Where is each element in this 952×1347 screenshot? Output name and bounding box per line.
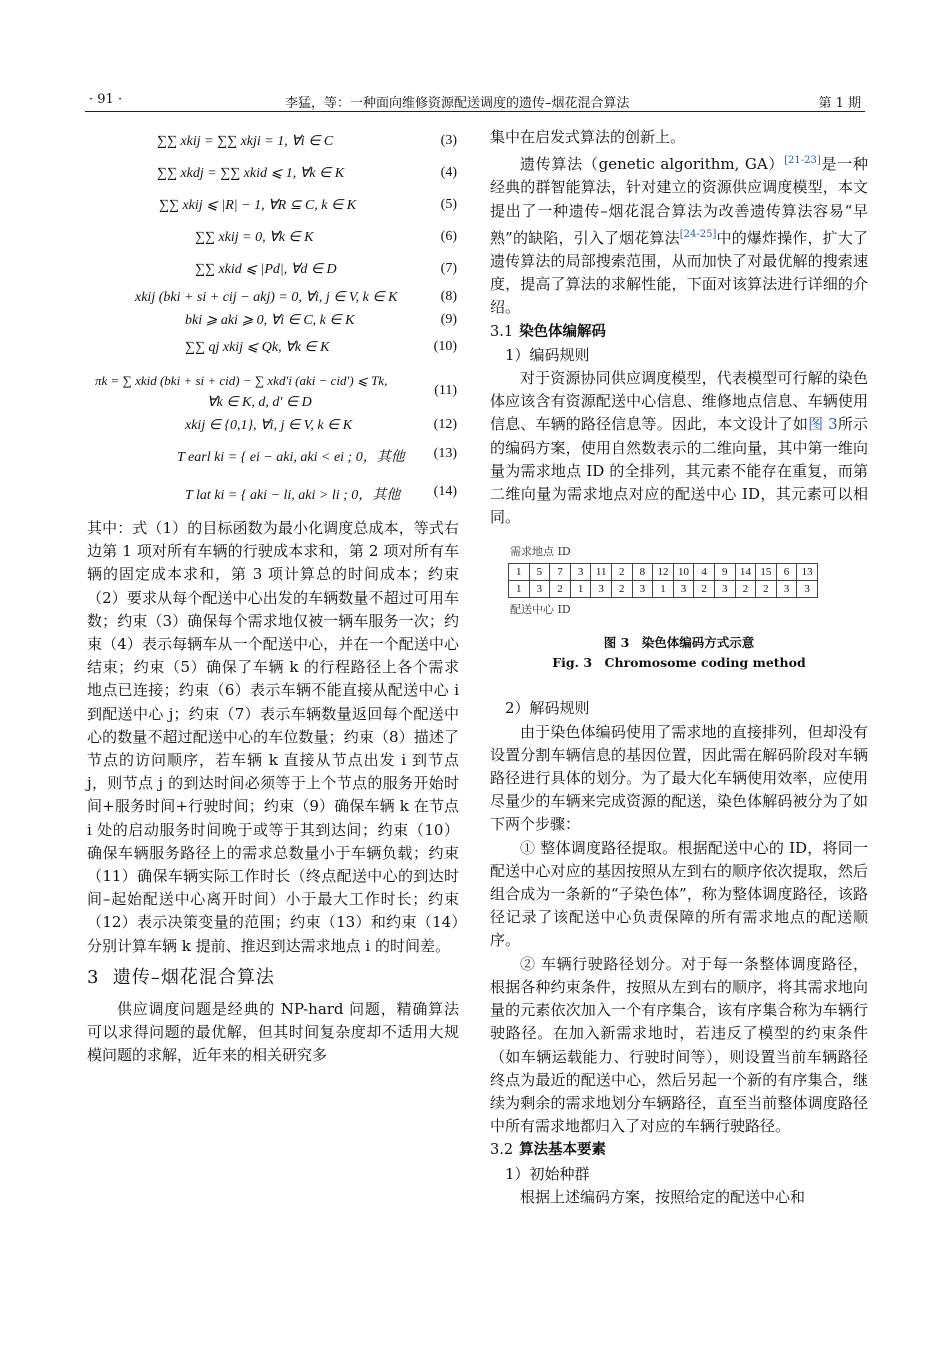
gene-cell: 3 <box>797 581 818 598</box>
running-header <box>85 88 865 112</box>
gene-cell: 1 <box>509 564 530 581</box>
equation-block <box>87 126 459 517</box>
constraint-explanation: 其中：式（1）的目标函数为最小化调度总成本，等式右边第 1 项对所有车辆的行驶成本求和，第 2 项对所有车辆的固定成本求和，第 3 项计算总的时间成本；约束（2）要求从每个配送中心出发的车辆数量不超过可用车数；约束（3）确保每个需求地仅被一辆车服务一次；约束（4）表示每辆车从一个配送中心，并在一个配送中心结束；约束（5）确保了车辆 k 的行程路径上各个需求地点已连接；约束（6）表示车辆不能直接从配送中心 i 到配送中心 j；约束（7）表示车辆数量返回每个配送中心的数量不超过配送中心的车位数量；约束（8）描述了节点的访问顺序，若车辆 k 直接从节点出发 i 到节点 j，则节点 j 的到达时间必须等于上个节点的服务开始时间+服务时间+行驶时间；约束（9）确保车辆 k 在节点 i 处的启动服务时间晚于或等于其到达间；约束（10）确保车辆服务路径上的需求总数量小于车辆负载；约束（11）确保车辆实际工作时长（终点配送中心的到达时间–起始配送中心离开时间）小于最大工作时长；约束（12）表示决策变量的范围；约束（13）和约束（14）分别计算车辆 k 提前、推迟到达需求地点 i 的时间差。 <box>87 519 459 955</box>
subsection-title: 算法基本要素 <box>519 1141 607 1159</box>
gene-cell: 13 <box>797 564 818 581</box>
equation-number: (10) <box>433 339 457 354</box>
equation-9 <box>87 309 459 332</box>
gene-cell: 10 <box>673 564 694 581</box>
gene-cell: 15 <box>756 564 777 581</box>
issue-number: 第 1 期 <box>818 96 861 111</box>
equation-number: (12) <box>433 417 457 432</box>
equation-number: (9) <box>440 312 457 327</box>
paragraph: 根据上述编码方案，按照给定的配送中心和 <box>520 1187 806 1206</box>
gene-cell: 3 <box>529 581 550 598</box>
gene-cell: 4 <box>694 564 715 581</box>
equation-3 <box>87 126 459 158</box>
paragraph: 集中在启发式算法的创新上。 <box>490 128 686 146</box>
paragraph: 由于染色体编码使用了需求地的直接排列，但却没有设置分割车辆信息的基因位置，因此需在解码阶段对车辆路径进行具体的划分。为了最大化车辆使用效率，应使用尽量少的车辆来完成资源的配送，染色体解码被分为了如下两个步骤： <box>490 722 868 834</box>
rule-heading: 2）解码规则 <box>505 699 590 718</box>
text-run: 遗传算法（genetic algorithm, GA） <box>520 155 785 174</box>
citation-link[interactable]: [24-25] <box>679 228 717 240</box>
gene-cell: 3 <box>632 581 653 598</box>
equation-number: (14) <box>433 484 457 499</box>
section-title: 遗传–烟花混合算法 <box>112 966 275 988</box>
text-run: 所示的编码方案，使用自然数表示的二维向量，其中第一维向量为需求地点 ID 的全排列，其元素不能存在重复，而第二维向量为需求地点对应的配送中心 ID，其元素可以相同。 <box>490 415 868 527</box>
equation-formula: xkij (bki + si + cij − akj) = 0, ∀i, j ∈ V, k ∈ K <box>135 290 398 305</box>
equation-number: (3) <box>440 133 457 148</box>
equation-7 <box>87 254 459 286</box>
paragraph-ga <box>490 149 868 319</box>
equation-number: (4) <box>440 165 457 180</box>
gene-cell: 3 <box>570 564 591 581</box>
text-run: 对于资源协同供应调度模型，代表模型可行解的染色体应该含有资源配送中心信息、维修地点信息、车辆使用信息、车辆的路径信息等。因此，本文设计了如 <box>490 369 868 434</box>
gene-cell: 3 <box>673 581 694 598</box>
subsection-heading-3-1 <box>490 320 868 344</box>
equation-number: (11) <box>434 383 457 398</box>
gene-cell: 5 <box>529 564 550 581</box>
gene-cell: 2 <box>735 581 756 598</box>
gene-cell: 1 <box>570 581 591 598</box>
left-column <box>87 126 459 1067</box>
equation-number: (5) <box>440 197 457 212</box>
gene-cell: 6 <box>776 564 797 581</box>
chromosome-table <box>508 563 818 598</box>
gene-cell: 1 <box>509 581 530 598</box>
equation-6 <box>87 222 459 254</box>
gene-cell: 11 <box>591 564 612 581</box>
gene-cell: 2 <box>550 581 571 598</box>
gene-cell: 3 <box>714 581 735 598</box>
equation-formula: bki ⩾ aki ⩾ 0, ∀i ∈ C, k ∈ K <box>185 313 355 328</box>
subsection-title: 染色体编解码 <box>519 322 607 340</box>
subsection-number: 3.2 <box>490 1142 514 1159</box>
text-run: 中的爆炸操作，扩大了遗传算法的局部搜索范围，从而加快了对最优解的搜索速度，提高了算法的求解性能，下面对该算法进行详细的介绍。 <box>490 228 868 317</box>
equation-13 <box>87 437 459 475</box>
paragraph: ① 整体调度路径提取。根据配送中心的 ID，将同一配送中心对应的基因按照从左到右的顺序依次提取，然后组合成为一条新的“子染色体”，称为整体调度路径，该路径记录了该配送中心负责保障的所有需求地点的配送顺序。 <box>490 838 868 950</box>
gene-cell: 12 <box>653 564 674 581</box>
equation-formula: ∑∑ xkdj = ∑∑ xkid ⩽ 1, ∀k ∈ K <box>157 166 345 181</box>
equation-8 <box>87 286 459 309</box>
equation-formula: ∑∑ xkij = ∑∑ xkji = 1, ∀i ∈ C <box>157 134 334 149</box>
rule-heading: 1）初始种群 <box>505 1164 590 1183</box>
gene-cell: 8 <box>632 564 653 581</box>
paragraph: ② 车辆行驶路径划分。对于每一条整体调度路径，根据各种约束条件，按照从左到右的顺序，将其需求地向量的元素依次加入一个有序集合，该有序集合称为车辆行驶路径。在加入新需求地时，若违反了模型的约束条件（如车辆运载能力、行驶时间等），则设置当前车辆路径终点为最近的配送中心，然后另起一个新的有序集合，继续为剩余的需求地划分车辆路径，直至当前整体调度路径中所有需求地都归入了对应的车辆行驶路径。 <box>490 954 868 1136</box>
equation-14 <box>87 475 459 517</box>
figure-caption-en: Fig. 3 Chromosome coding method <box>552 655 806 671</box>
equation-12 <box>87 414 459 437</box>
gene-cell: 2 <box>694 581 715 598</box>
equation-number: (7) <box>440 261 457 276</box>
gene-cell: 2 <box>611 564 632 581</box>
figure-top-label: 需求地点 ID <box>510 545 571 559</box>
gene-cell: 3 <box>591 581 612 598</box>
center-id-row <box>509 581 818 598</box>
right-column <box>490 126 868 1209</box>
equation-formula-cont: ∀k ∈ K, d, d′ ∈ D <box>207 395 312 410</box>
citation-link[interactable]: [21-23] <box>784 155 821 167</box>
figure-bottom-label: 配送中心 ID <box>510 603 571 617</box>
figure-link[interactable]: 图 3 <box>808 415 838 434</box>
section-heading-3 <box>87 966 459 990</box>
gene-cell: 3 <box>776 581 797 598</box>
subsection-heading-3-2 <box>490 1138 868 1162</box>
equation-formula: ∑∑ xkij = 0, ∀k ∈ K <box>195 230 314 245</box>
text-run: 是一种经典的群智能算法，针对建立的资源供应调度模型，本文提出了一种遗传–烟花混合算法为改善遗传算法容易“早熟”的缺陷，引入了烟花算法 <box>490 155 868 247</box>
equation-number: (6) <box>440 229 457 244</box>
equation-formula: ∑∑ qj xkij ⩽ Qk, ∀k ∈ K <box>185 340 330 355</box>
equation-number: (8) <box>440 289 457 304</box>
figure-caption-cn: 图 3 染色体编码方式示意 <box>603 635 755 651</box>
gene-cell: 7 <box>550 564 571 581</box>
gene-cell: 1 <box>653 581 674 598</box>
equation-formula: xkij ∈ {0,1}, ∀i, j ∈ V, k ∈ K <box>185 418 353 433</box>
figure-3 <box>490 533 868 693</box>
gene-cell: 9 <box>714 564 735 581</box>
equation-formula: T lat ki = { aki − li, aki > li ; 0，其他 <box>185 488 401 503</box>
equation-number: (13) <box>433 446 457 461</box>
rule-heading: 1）编码规则 <box>505 345 590 364</box>
gene-cell: 2 <box>611 581 632 598</box>
equation-4 <box>87 158 459 190</box>
equation-formula: πk = ∑ xkid (bki + si + cid) − ∑ xkd′i (aki − cid′) ⩽ Tk, <box>95 373 388 388</box>
gene-cell: 2 <box>756 581 777 598</box>
equation-11 <box>87 364 459 414</box>
paragraph-encoding <box>490 367 868 529</box>
demand-id-row <box>509 564 818 581</box>
subsection-number: 3.1 <box>490 323 514 340</box>
page-number: · 91 · <box>89 92 123 107</box>
paragraph: 供应调度问题是经典的 NP-hard 问题，精确算法可以求得问题的最优解，但其时间复杂度却不适用大规模问题的求解，近年来的相关研究多 <box>87 999 459 1065</box>
equation-formula: ∑∑ xkid ⩽ |Pd|, ∀d ∈ D <box>195 262 337 277</box>
equation-5 <box>87 190 459 222</box>
equation-formula: ∑∑ xkij ⩽ |R| − 1, ∀R ⊆ C, k ∈ K <box>159 198 357 213</box>
section-number: 3 <box>87 966 100 988</box>
running-title: 李猛，等：一种面向维修资源配送调度的遗传–烟花混合算法 <box>285 96 630 111</box>
gene-cell: 14 <box>735 564 756 581</box>
equation-10 <box>87 332 459 364</box>
equation-formula: T earl ki = { ei − aki, aki < ei ; 0，其他 <box>177 450 405 465</box>
